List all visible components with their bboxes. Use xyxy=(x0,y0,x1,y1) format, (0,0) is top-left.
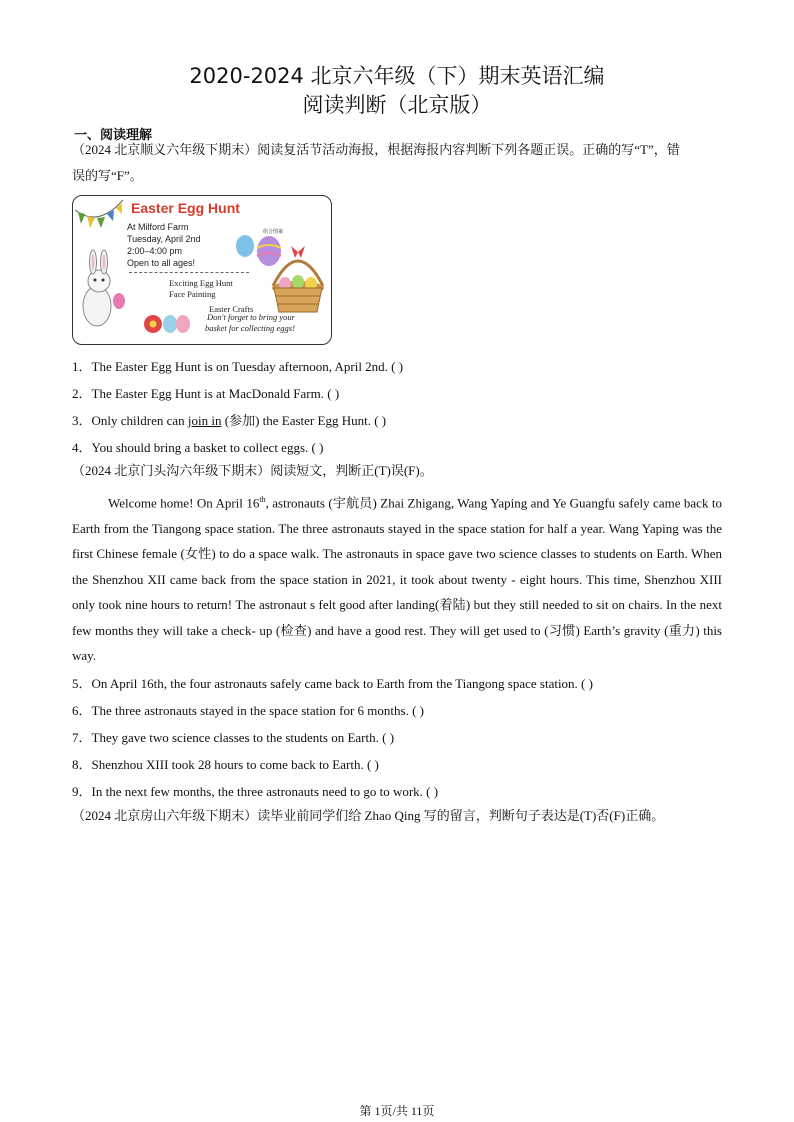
question-1: 1．The Easter Egg Hunt is on Tuesday afternoon, April 2nd. ( ) xyxy=(72,359,404,374)
part3-source: （2024 北京房山六年级下期末）读毕业前同学们给 Zhao Qing 写的留言，判断句子表达是(T)否(F)正确。 xyxy=(72,808,665,823)
poster-info-line: At Milford Farm xyxy=(127,222,189,232)
question-7: 7．They gave two science classes to the students on Earth. ( ) xyxy=(72,730,395,745)
poster-divider xyxy=(129,272,249,273)
poster-info-line: Tuesday, April 2nd xyxy=(127,234,201,244)
passage-rest: , astronauts (宇航员) Zhai Zhigang, Wang Yaping and Ye Guangfu safely came back to Earth from the Tiangong space station. The three astronauts stayed in the space station for half a year. Wang Yaping was the first Chinese female (女性) to do a space walk. The astronauts in space gave two science classes to students on Earth. When the Shenzhou XII came back from the space station in 2021, it took about twenty - eight hours. This time, Shenzhou XIII only took nine hours to return! The astronaut s felt good after landing(着陆) but they still needed to sit on chairs. In the next few months they will take a check- up (检查) and have a good rest. They will get used to (习惯) Earth’s gravity (重力) this way. xyxy=(72,495,723,664)
question-3-underlined: join in xyxy=(187,413,222,428)
svg-text:组合图案: 组合图案 xyxy=(263,229,284,235)
part1-source-line2: 误的写“F”。 xyxy=(72,168,143,183)
poster-info-line: 2:00–4:00 pm xyxy=(127,246,183,256)
question-4: 4．You should bring a basket to collect eggs. ( ) xyxy=(72,440,324,455)
part2-source: （2024 北京门头沟六年级下期末）阅读短文，判断正(T)误(F)。 xyxy=(72,463,433,478)
poster-activity: Exciting Egg Hunt xyxy=(169,278,233,288)
question-6: 6．The three astronauts stayed in the space station for 6 months. ( ) xyxy=(72,703,424,718)
poster-note xyxy=(205,312,295,333)
section-heading: 一、阅读理解 xyxy=(74,128,153,143)
passage-start: Welcome home! On April 16 xyxy=(108,495,260,511)
easter-poster xyxy=(72,195,332,345)
question-9: 9．In the next few months, the three astronauts need to go to work. ( ) xyxy=(72,784,439,799)
poster-info-line: Open to all ages! xyxy=(127,258,196,268)
question-8: 8．Shenzhou XIII took 28 hours to come back to Earth. ( ) xyxy=(72,757,379,772)
passage-sup: th xyxy=(259,495,266,504)
poster-title: Easter Egg Hunt xyxy=(131,200,240,216)
poster-note-line: Don't forget to bring your xyxy=(207,312,295,322)
poster-activities xyxy=(169,278,253,315)
question-2: 2．The Easter Egg Hunt is at MacDonald Farm. ( ) xyxy=(72,386,340,401)
passage xyxy=(72,487,722,669)
poster-activity: Easter Crafts xyxy=(209,304,254,314)
poster-activity: Face Painting xyxy=(169,289,216,299)
question-3-after: (参加) the Easter Egg Hunt. ( ) xyxy=(221,413,387,428)
page-title: 2020-2024 北京六年级（下）期末英语汇编 xyxy=(189,64,605,88)
question-3 xyxy=(72,410,386,429)
poster-note-line: basket for collecting eggs! xyxy=(205,322,295,333)
part1-source-line1: （2024 北京顺义六年级下期末）阅读复活节活动海报，根据海报内容判断下列各题正误。正确的写“T”，错 xyxy=(72,142,680,157)
poster-info xyxy=(127,221,201,269)
passage-paragraph xyxy=(72,487,722,669)
question-5: 5．On April 16th, the four astronauts safely came back to Earth from the Tiangong space station. ( ) xyxy=(72,676,593,691)
page-footer: 第 1页/共 11页 xyxy=(359,1104,435,1118)
page-subtitle: 阅读判断（北京版） xyxy=(302,93,492,117)
question-3-before: 3．Only children can xyxy=(72,413,188,428)
